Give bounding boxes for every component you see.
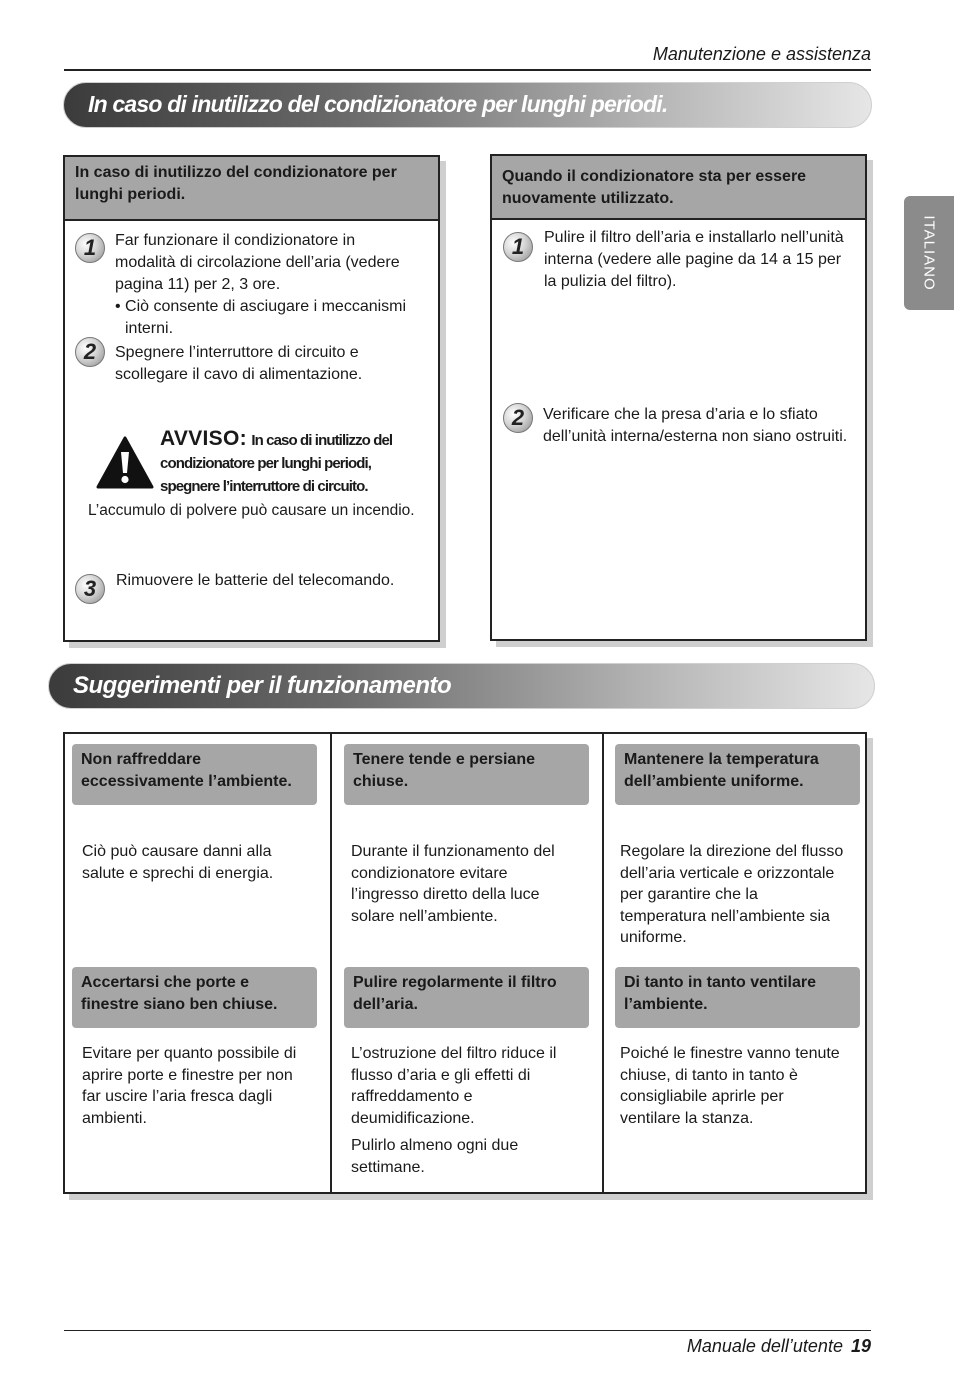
tip-heading: Mantenere la temperatura dell’ambiente uniforme. — [615, 744, 860, 805]
tip-heading: Tenere tende e persiane chiuse. — [344, 744, 589, 805]
warning-note: L’accumulo di polvere può causare un incendio. — [88, 502, 415, 519]
warning-title: AVVISO: — [160, 427, 247, 450]
storage-instructions-box — [63, 155, 440, 642]
tip-heading: Accertarsi che porte e finestre siano ben chiuse. — [72, 967, 317, 1028]
step-number-badge: 2 — [503, 403, 533, 433]
footer-rule — [64, 1330, 871, 1331]
section-header: Manutenzione e assistenza — [652, 44, 871, 64]
page-number: 19 — [850, 1336, 871, 1356]
warning-triangle-icon — [96, 436, 154, 490]
language-tab — [904, 196, 954, 310]
tip-text: Poiché le finestre vanno tenute chiuse, di tanto in tanto è consigliabile aprirle per ventilare la stanza. — [620, 1045, 840, 1127]
header-rule — [64, 69, 871, 71]
tip-text: Evitare per quanto possibile di aprire porte e finestre per non far uscire l’aria fresca dagli ambienti. — [82, 1045, 297, 1127]
footer-label: Manuale dell’utente — [686, 1336, 843, 1356]
step-number-badge: 3 — [75, 574, 105, 604]
box-heading: Quando il condizionatore sta per essere nuovamente utilizzato. — [492, 156, 865, 220]
banner-title: In caso di inutilizzo del condizionatore per lunghi periodi. — [88, 91, 668, 117]
banner-title: Suggerimenti per il funzionamento — [73, 672, 452, 699]
step-1-text: Pulire il filtro dell’aria e installarlo nell’unità interna (vedere alle pagine da 14 a 15 per la pulizia del filtro). — [544, 229, 844, 290]
step-2-text: Verificare che la presa d’aria e lo sfiato dell’unità interna/esterna non siano ostruiti. — [543, 406, 848, 445]
language-tab-label: ITALIANO — [920, 215, 938, 291]
tip-text: Ciò può causare danni alla salute e sprechi di energia. — [82, 843, 274, 882]
grid-divider — [602, 734, 604, 1192]
step-number-badge: 1 — [75, 233, 105, 263]
step-3-text: Rimuovere le batterie del telecomando. — [116, 572, 395, 589]
step-number-badge: 2 — [75, 337, 105, 367]
box-heading: In caso di inutilizzo del condizionatore per lunghi periodi. — [65, 157, 438, 221]
tip-text: Regolare la direzione del flusso dell’aria verticale e orizzontale per garantire che la temperatura nell’ambiente sia uniforme. — [620, 843, 844, 946]
tip-text: L’ostruzione del filtro riduce il flusso d’aria e gli effetti di raffreddamento e deumidificazione. Pulirlo almeno ogni due settimane. — [351, 1045, 557, 1176]
tip-text: Durante il funzionamento del condizionatore evitare l’ingresso diretto della luce solare nell’ambiente. — [351, 843, 555, 925]
tip-heading: Non raffreddare eccessivamente l’ambiente. — [72, 744, 317, 805]
grid-divider — [330, 734, 332, 1192]
warning-block: AVVISO: In caso di inutilizzo del condizionatore per lunghi periodi, spegnere l’interruttore di circuito. — [160, 427, 393, 495]
tip-heading: Pulire regolarmente il filtro dell’aria. — [344, 967, 589, 1028]
step-1-text: Far funzionare il condizionatore in modalità di circolazione dell’aria (vedere pagina 11) per 2, 3 ore. • Ciò consente di asciugare i meccanismi interni. — [115, 232, 407, 337]
page-footer — [687, 1336, 871, 1357]
step-number-badge: 1 — [503, 232, 533, 262]
step-2-text: Spegnere l’interruttore di circuito e scollegare il cavo di alimentazione. — [115, 344, 363, 383]
section-banner-storage — [63, 82, 872, 128]
tip-heading: Di tanto in tanto ventilare l’ambiente. — [615, 967, 860, 1028]
section-banner-tips — [48, 663, 875, 709]
